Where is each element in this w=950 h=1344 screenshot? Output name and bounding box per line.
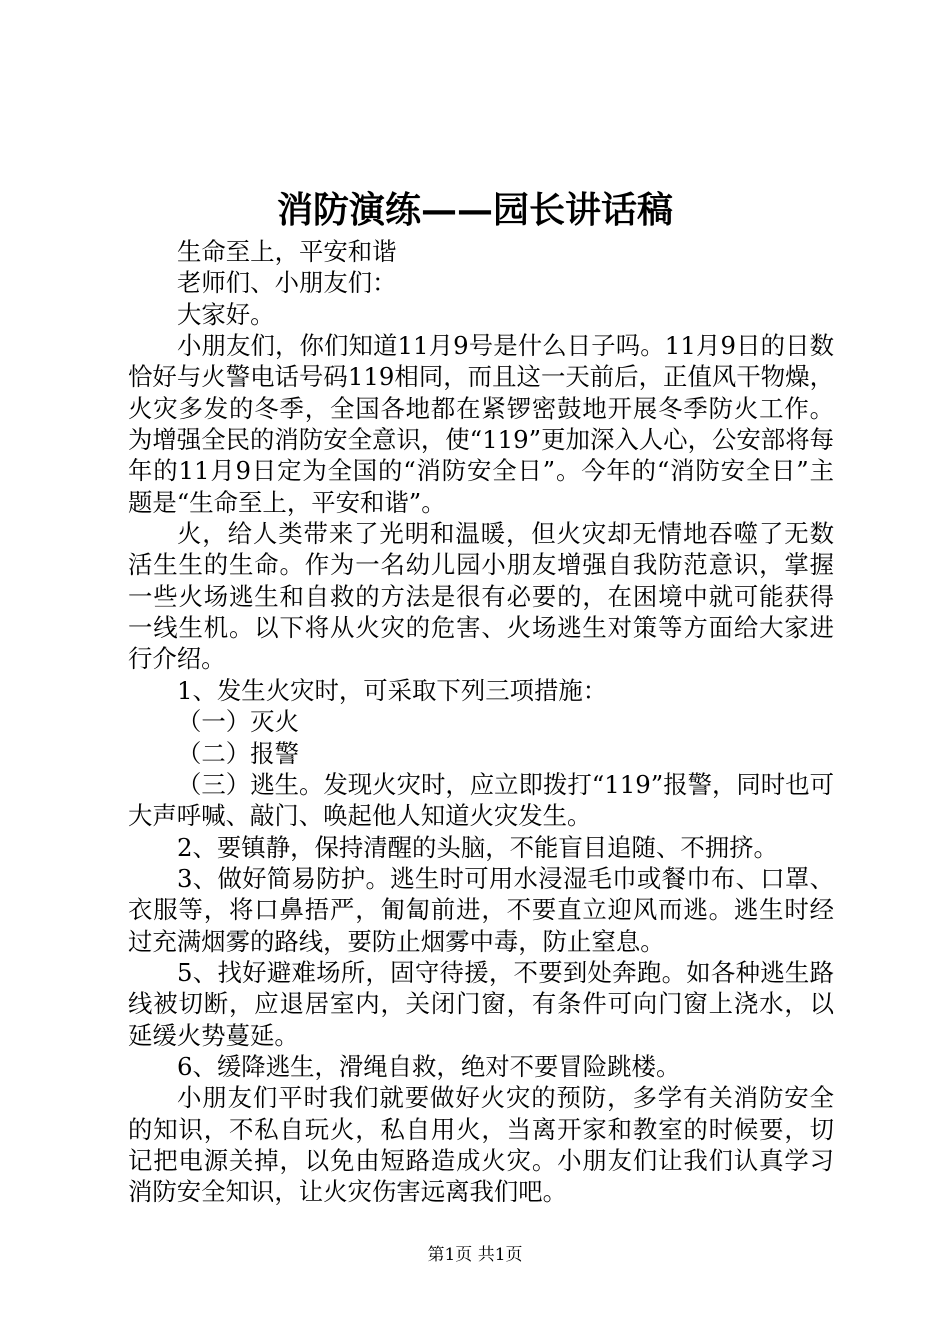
document-title: 消防演练——园长讲话稿 bbox=[276, 189, 673, 231]
paragraph-point-3: 3、做好简易防护。逃生时可用水浸湿毛巾或餐巾布、口罩、衣服等，将口鼻捂严，匍匐前进，不要直立迎风而逃。逃生时经过充满烟雾的路线，要防止烟雾中毒，防止窒息。 bbox=[128, 863, 834, 956]
document-body bbox=[128, 236, 834, 1208]
paragraph-point-2: 2、要镇静，保持清醒的头脑，不能盲目追随、不拥挤。 bbox=[177, 832, 778, 862]
paragraph-salutation: 老师们、小朋友们： bbox=[177, 268, 397, 298]
paragraph-theme: 生命至上，平安和谐 bbox=[177, 237, 397, 266]
paragraph-point-6: 6、缓降逃生，滑绳自救，绝对不要冒险跳楼。 bbox=[177, 1051, 681, 1081]
paragraph-point-5: 5、找好避难场所，固守待援，不要到处奔跑。如各种逃生路线被切断，应退居室内，关闭门窗，有条件可向门窗上浇水，以延缓火势蔓延。 bbox=[128, 957, 834, 1050]
paragraph-measure-1: （一）灭火 bbox=[177, 707, 299, 737]
page-footer: 第1页 共1页 bbox=[427, 1245, 523, 1265]
paragraph-closing: 小朋友们平时我们就要做好火灾的预防，多学有关消防安全的知识，不私自玩火，私自用火，当离开家和教室的时候要，切记把电源关掉，以免由短路造成火灾。小朋友们让我们认真学习消防安全知识，让火灾伤害远离我们吧。 bbox=[128, 1083, 834, 1207]
paragraph-greeting: 大家好。 bbox=[177, 299, 275, 329]
paragraph-measure-2: （二）报警 bbox=[177, 738, 299, 768]
paragraph-measures-heading: 1、发生火灾时，可采取下列三项措施： bbox=[177, 675, 608, 705]
paragraph-measure-3: （三）逃生。发现火灾时，应立即拨打“119”报警，同时也可大声呼喊、敲门、唤起他人知道火灾发生。 bbox=[128, 769, 834, 831]
paragraph-fire-danger: 火，给人类带来了光明和温暖，但火灾却无情地吞噬了无数活生生的生命。作为一名幼儿园小朋友增强自我防范意识，掌握一些火场逃生和自救的方法是很有必要的，在困境中就可能获得一线生机。以下将从火灾的危害、火场逃生对策等方面给大家进行介绍。 bbox=[128, 519, 834, 674]
paragraph-intro: 小朋友们，你们知道11月9号是什么日子吗。11月9日的日数恰好与火警电话号码119相同，而且这一天前后，正值风干物燥，火灾多发的冬季，全国各地都在紧锣密鼓地开展冬季防火工作。为增强全民的消防安全意识，使“119”更加深入人心，公安部将每年的11月9日定为全国的“消防安全日”。今年的“消防安全日”主题是“生命至上，平安和谐”。 bbox=[128, 331, 834, 517]
